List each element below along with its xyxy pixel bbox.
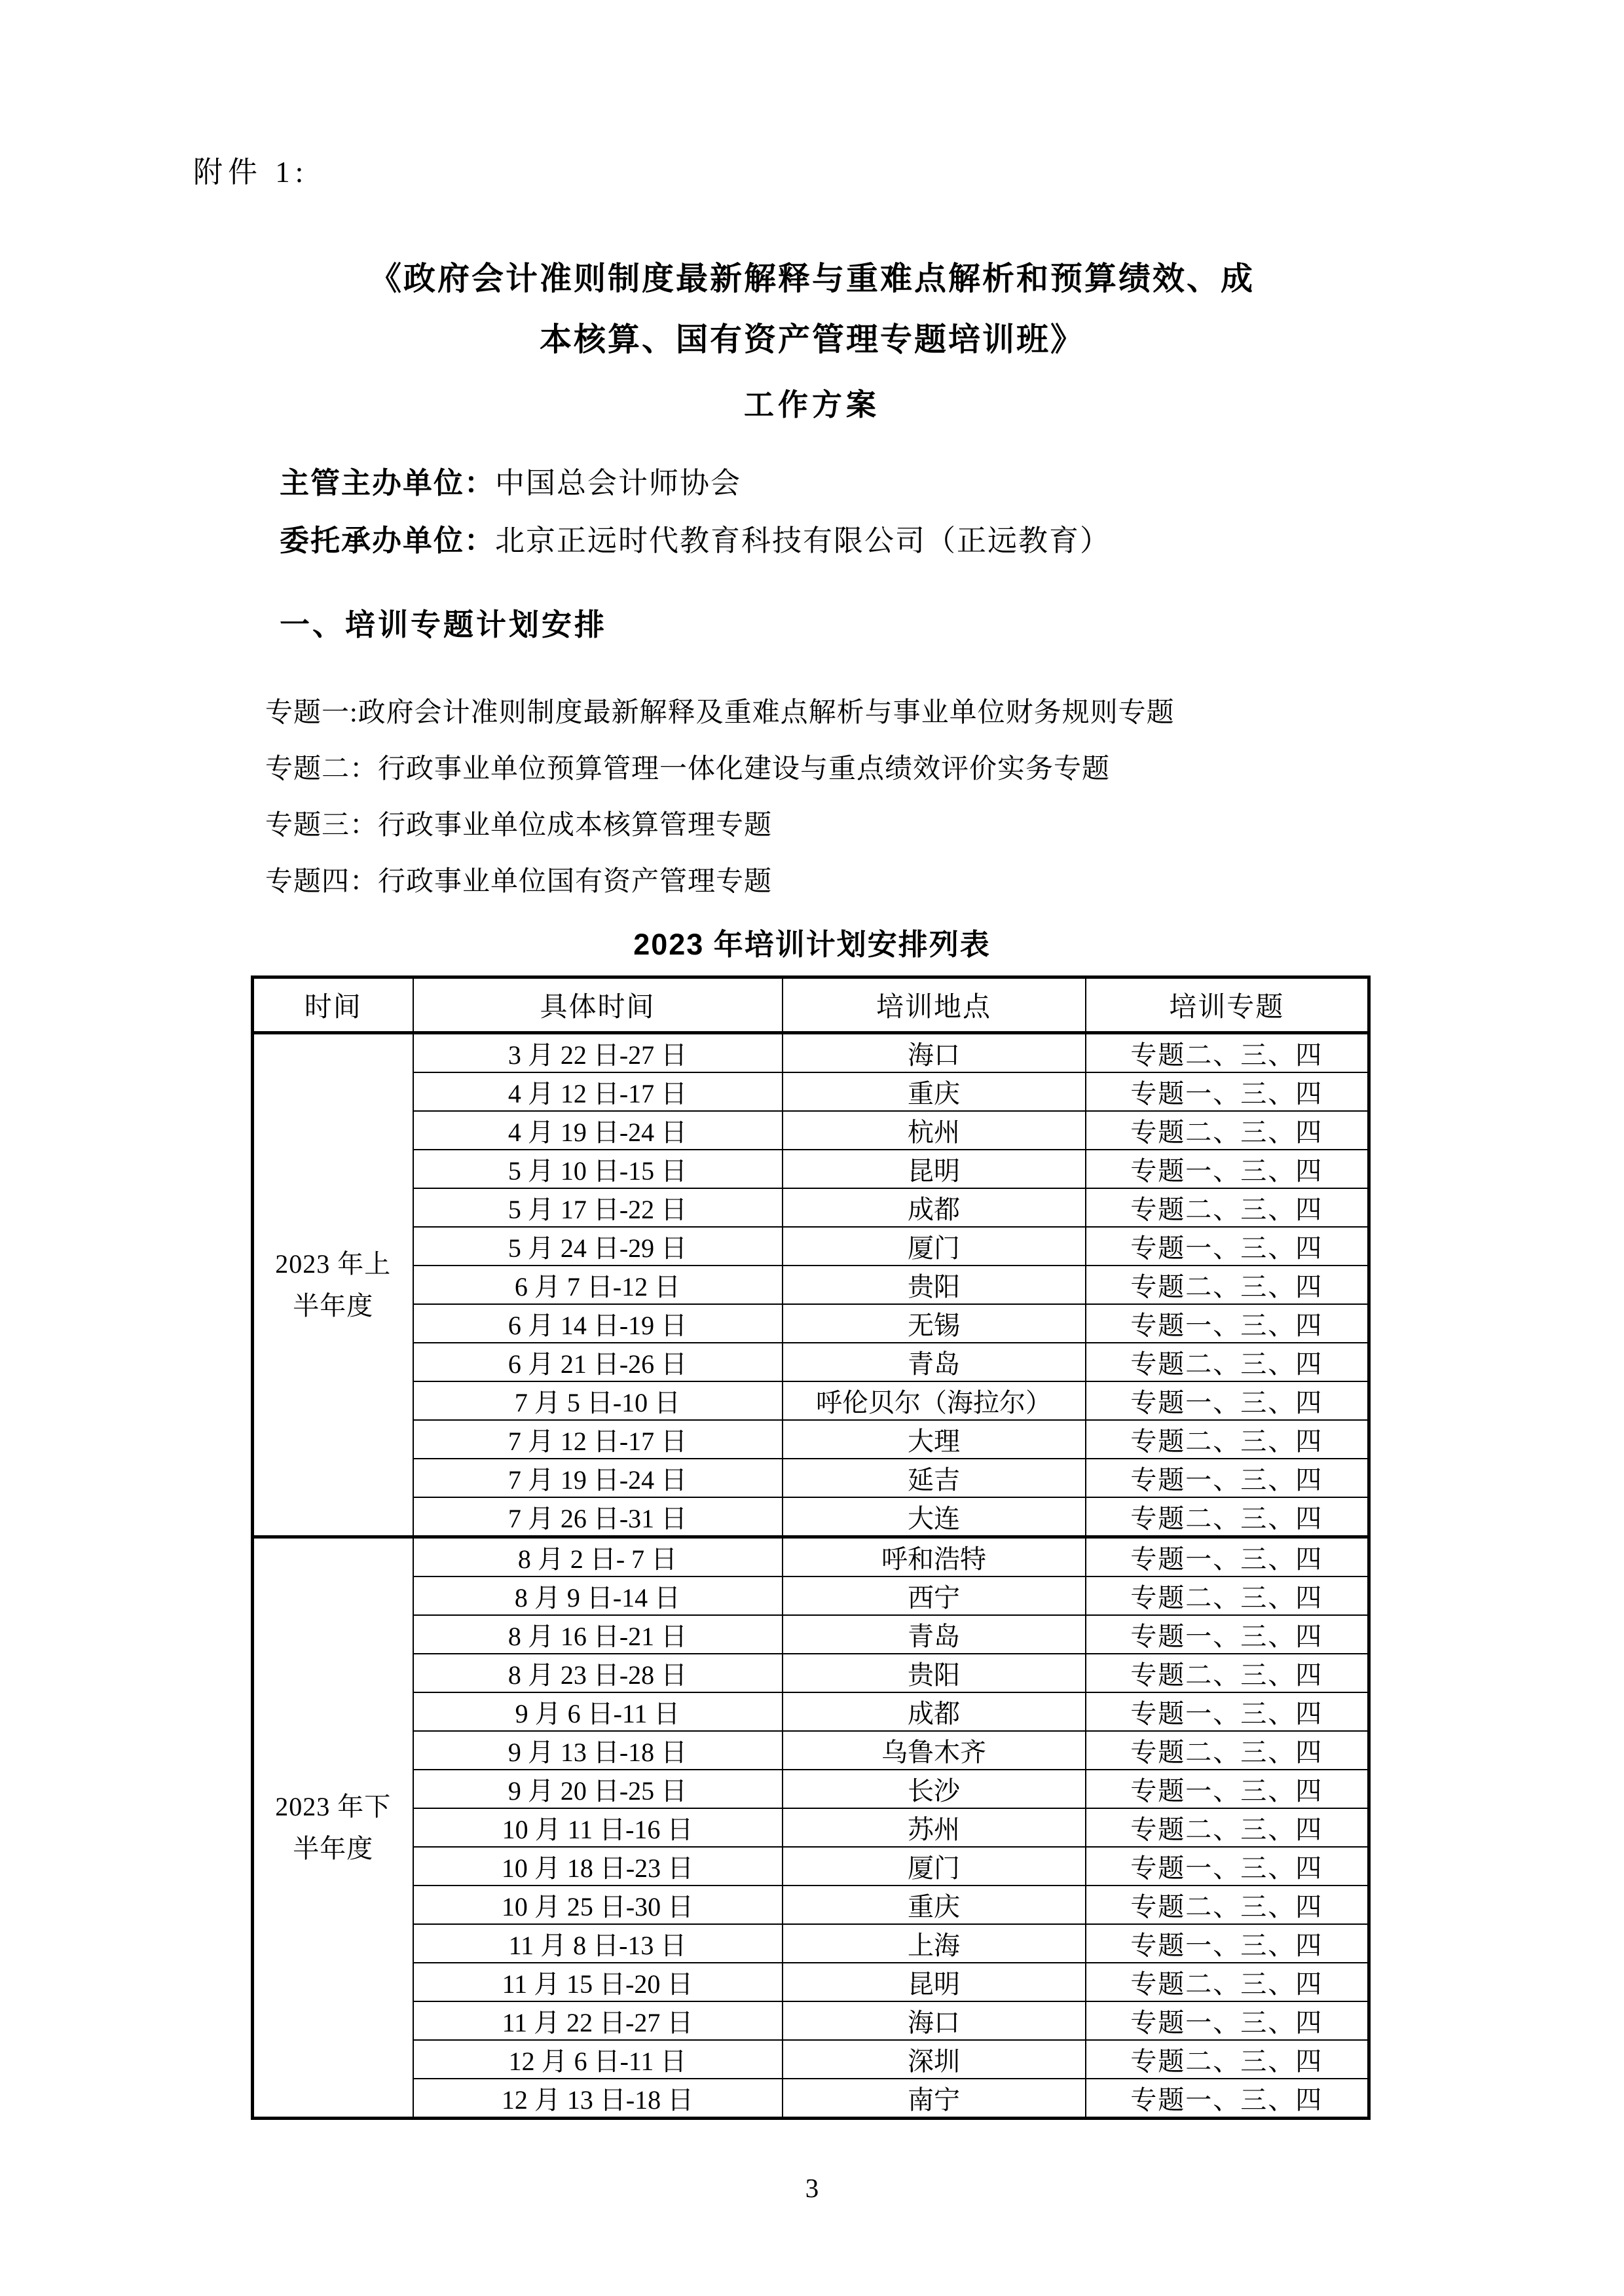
schedule-topics-cell: 专题二、三、四 [1086, 1497, 1369, 1537]
topic-list [265, 685, 1175, 910]
schedule-date-cell: 3 月 22 日-27 日 [413, 1033, 783, 1073]
document-title [0, 249, 1624, 371]
schedule-topics-cell: 专题一、三、四 [1086, 1072, 1369, 1111]
topic-item-2: 专题二：行政事业单位预算管理一体化建设与重点绩效评价实务专题 [265, 754, 1111, 784]
schedule-row [253, 1537, 1369, 1577]
schedule-row [253, 1770, 1369, 1808]
organizer-unit-value: 北京正远时代教育科技有限公司（正远教育） [495, 524, 1111, 557]
schedule-location-cell: 大连 [783, 1497, 1086, 1537]
schedule-topics-cell: 专题一、三、四 [1086, 1304, 1369, 1343]
schedule-topics-cell: 专题二、三、四 [1086, 1963, 1369, 2001]
schedule-row [253, 1963, 1369, 2001]
period-cell: 2023 年下 半年度 [253, 1537, 413, 2119]
schedule-date-cell: 5 月 10 日-15 日 [413, 1150, 783, 1188]
schedule-location-cell: 昆明 [783, 1150, 1086, 1188]
schedule-row [253, 1343, 1369, 1381]
schedule-location-cell: 呼和浩特 [783, 1537, 1086, 1577]
schedule-location-cell: 无锡 [783, 1304, 1086, 1343]
schedule-date-cell: 6 月 7 日-12 日 [413, 1266, 783, 1304]
schedule-row [253, 1304, 1369, 1343]
schedule-topics-cell: 专题一、三、四 [1086, 1847, 1369, 1886]
col-header-location: 培训地点 [783, 977, 1086, 1033]
schedule-row [253, 1886, 1369, 1924]
schedule-date-cell: 10 月 11 日-16 日 [413, 1808, 783, 1847]
schedule-topics-cell: 专题二、三、四 [1086, 1420, 1369, 1459]
document-subtitle: 工作方案 [744, 388, 880, 422]
schedule-location-cell: 海口 [783, 2001, 1086, 2040]
organizer-block [280, 454, 1111, 570]
schedule-topics-cell: 专题一、三、四 [1086, 1381, 1369, 1420]
schedule-date-cell: 12 月 6 日-11 日 [413, 2040, 783, 2079]
schedule-row [253, 1615, 1369, 1654]
schedule-location-cell: 乌鲁木齐 [783, 1731, 1086, 1770]
schedule-topics-cell: 专题二、三、四 [1086, 2040, 1369, 2079]
schedule-location-cell: 青岛 [783, 1615, 1086, 1654]
schedule-row [253, 2001, 1369, 2040]
schedule-date-cell: 12 月 13 日-18 日 [413, 2079, 783, 2119]
schedule-topics-cell: 专题一、三、四 [1086, 1537, 1369, 1577]
schedule-row [253, 2079, 1369, 2119]
page-number: 3 [805, 2173, 819, 2203]
schedule-row [253, 1731, 1369, 1770]
schedule-date-cell: 6 月 14 日-19 日 [413, 1304, 783, 1343]
schedule-topics-cell: 专题一、三、四 [1086, 1227, 1369, 1266]
organizer-unit-label: 委托承办单位： [280, 524, 496, 557]
schedule-date-cell: 8 月 23 日-28 日 [413, 1654, 783, 1692]
schedule-location-cell: 苏州 [783, 1808, 1086, 1847]
schedule-topics-cell: 专题一、三、四 [1086, 1459, 1369, 1497]
schedule-topics-cell: 专题一、三、四 [1086, 1770, 1369, 1808]
organizer-unit-line [280, 512, 1111, 570]
attachment-label: 附件 1: [193, 156, 309, 189]
schedule-location-cell: 昆明 [783, 1963, 1086, 2001]
schedule-row [253, 1381, 1369, 1420]
schedule-date-cell: 8 月 16 日-21 日 [413, 1615, 783, 1654]
schedule-location-cell: 长沙 [783, 1770, 1086, 1808]
schedule-date-cell: 8 月 2 日- 7 日 [413, 1537, 783, 1577]
schedule-row [253, 1808, 1369, 1847]
schedule-row [253, 1847, 1369, 1886]
schedule-location-cell: 深圳 [783, 2040, 1086, 2079]
training-schedule-table [251, 975, 1371, 2120]
schedule-location-cell: 成都 [783, 1188, 1086, 1227]
schedule-topics-cell: 专题二、三、四 [1086, 1654, 1369, 1692]
schedule-location-cell: 厦门 [783, 1227, 1086, 1266]
schedule-row [253, 1033, 1369, 1073]
schedule-location-cell: 成都 [783, 1692, 1086, 1731]
schedule-topics-cell: 专题一、三、四 [1086, 1692, 1369, 1731]
schedule-row [253, 1924, 1369, 1963]
schedule-topics-cell: 专题二、三、四 [1086, 1033, 1369, 1073]
schedule-location-cell: 杭州 [783, 1111, 1086, 1150]
schedule-date-cell: 7 月 26 日-31 日 [413, 1497, 783, 1537]
schedule-topics-cell: 专题一、三、四 [1086, 1615, 1369, 1654]
schedule-topics-cell: 专题二、三、四 [1086, 1343, 1369, 1381]
host-unit-line [280, 454, 1111, 512]
schedule-location-cell: 厦门 [783, 1847, 1086, 1886]
schedule-location-cell: 贵阳 [783, 1654, 1086, 1692]
topic-item-3: 专题三：行政事业单位成本核算管理专题 [265, 811, 773, 841]
schedule-date-cell: 9 月 13 日-18 日 [413, 1731, 783, 1770]
schedule-topics-cell: 专题一、三、四 [1086, 2079, 1369, 2119]
schedule-location-cell: 延吉 [783, 1459, 1086, 1497]
schedule-row [253, 1420, 1369, 1459]
schedule-location-cell: 重庆 [783, 1072, 1086, 1111]
table-body [253, 1033, 1369, 2119]
schedule-date-cell: 8 月 9 日-14 日 [413, 1576, 783, 1615]
schedule-location-cell: 贵阳 [783, 1266, 1086, 1304]
host-unit-label: 主管主办单位： [280, 466, 496, 500]
topic-item-4: 专题四：行政事业单位国有资产管理专题 [265, 867, 773, 897]
schedule-date-cell: 11 月 8 日-13 日 [413, 1924, 783, 1963]
schedule-row [253, 1576, 1369, 1615]
col-header-specific-time: 具体时间 [413, 977, 783, 1033]
schedule-topics-cell: 专题二、三、四 [1086, 1111, 1369, 1150]
schedule-topics-cell: 专题二、三、四 [1086, 1808, 1369, 1847]
schedule-topics-cell: 专题二、三、四 [1086, 1266, 1369, 1304]
schedule-row [253, 1692, 1369, 1731]
schedule-date-cell: 9 月 6 日-11 日 [413, 1692, 783, 1731]
schedule-date-cell: 7 月 5 日-10 日 [413, 1381, 783, 1420]
schedule-date-cell: 5 月 17 日-22 日 [413, 1188, 783, 1227]
schedule-row [253, 1150, 1369, 1188]
schedule-date-cell: 7 月 12 日-17 日 [413, 1420, 783, 1459]
schedule-topics-cell: 专题二、三、四 [1086, 1576, 1369, 1615]
schedule-row [253, 1111, 1369, 1150]
schedule-row [253, 1072, 1369, 1111]
topic-item-1: 专题一:政府会计准则制度最新解释及重难点解析与事业单位财务规则专题 [265, 698, 1175, 728]
col-header-time: 时间 [253, 977, 413, 1033]
schedule-row [253, 1497, 1369, 1537]
schedule-date-cell: 7 月 19 日-24 日 [413, 1459, 783, 1497]
schedule-row [253, 1188, 1369, 1227]
schedule-topics-cell: 专题二、三、四 [1086, 1188, 1369, 1227]
table-header-row [253, 977, 1369, 1033]
schedule-topics-cell: 专题二、三、四 [1086, 1886, 1369, 1924]
schedule-location-cell: 南宁 [783, 2079, 1086, 2119]
schedule-date-cell: 4 月 19 日-24 日 [413, 1111, 783, 1150]
schedule-row [253, 1654, 1369, 1692]
schedule-row [253, 2040, 1369, 2079]
schedule-date-cell: 6 月 21 日-26 日 [413, 1343, 783, 1381]
table-title: 2023 年培训计划安排列表 [633, 928, 991, 961]
schedule-location-cell: 呼伦贝尔（海拉尔） [783, 1381, 1086, 1420]
section-heading: 一、培训专题计划安排 [280, 608, 607, 642]
title-line-1: 《政府会计准则制度最新解释与重难点解析和预算绩效、成 [369, 261, 1255, 297]
schedule-date-cell: 11 月 22 日-27 日 [413, 2001, 783, 2040]
schedule-row [253, 1266, 1369, 1304]
schedule-row [253, 1459, 1369, 1497]
schedule-date-cell: 11 月 15 日-20 日 [413, 1963, 783, 2001]
schedule-date-cell: 4 月 12 日-17 日 [413, 1072, 783, 1111]
schedule-row [253, 1227, 1369, 1266]
schedule-topics-cell: 专题二、三、四 [1086, 1731, 1369, 1770]
title-line-2: 本核算、国有资产管理专题培训班》 [539, 322, 1084, 357]
schedule-date-cell: 9 月 20 日-25 日 [413, 1770, 783, 1808]
schedule-location-cell: 青岛 [783, 1343, 1086, 1381]
host-unit-value: 中国总会计师协会 [495, 467, 742, 500]
schedule-location-cell: 重庆 [783, 1886, 1086, 1924]
schedule-location-cell: 上海 [783, 1924, 1086, 1963]
schedule-date-cell: 5 月 24 日-29 日 [413, 1227, 783, 1266]
schedule-location-cell: 西宁 [783, 1576, 1086, 1615]
schedule-date-cell: 10 月 18 日-23 日 [413, 1847, 783, 1886]
schedule-date-cell: 10 月 25 日-30 日 [413, 1886, 783, 1924]
schedule-topics-cell: 专题一、三、四 [1086, 2001, 1369, 2040]
schedule-topics-cell: 专题一、三、四 [1086, 1924, 1369, 1963]
schedule-location-cell: 海口 [783, 1033, 1086, 1073]
col-header-topic: 培训专题 [1086, 977, 1369, 1033]
period-cell: 2023 年上 半年度 [253, 1033, 413, 1537]
schedule-location-cell: 大理 [783, 1420, 1086, 1459]
schedule-topics-cell: 专题一、三、四 [1086, 1150, 1369, 1188]
